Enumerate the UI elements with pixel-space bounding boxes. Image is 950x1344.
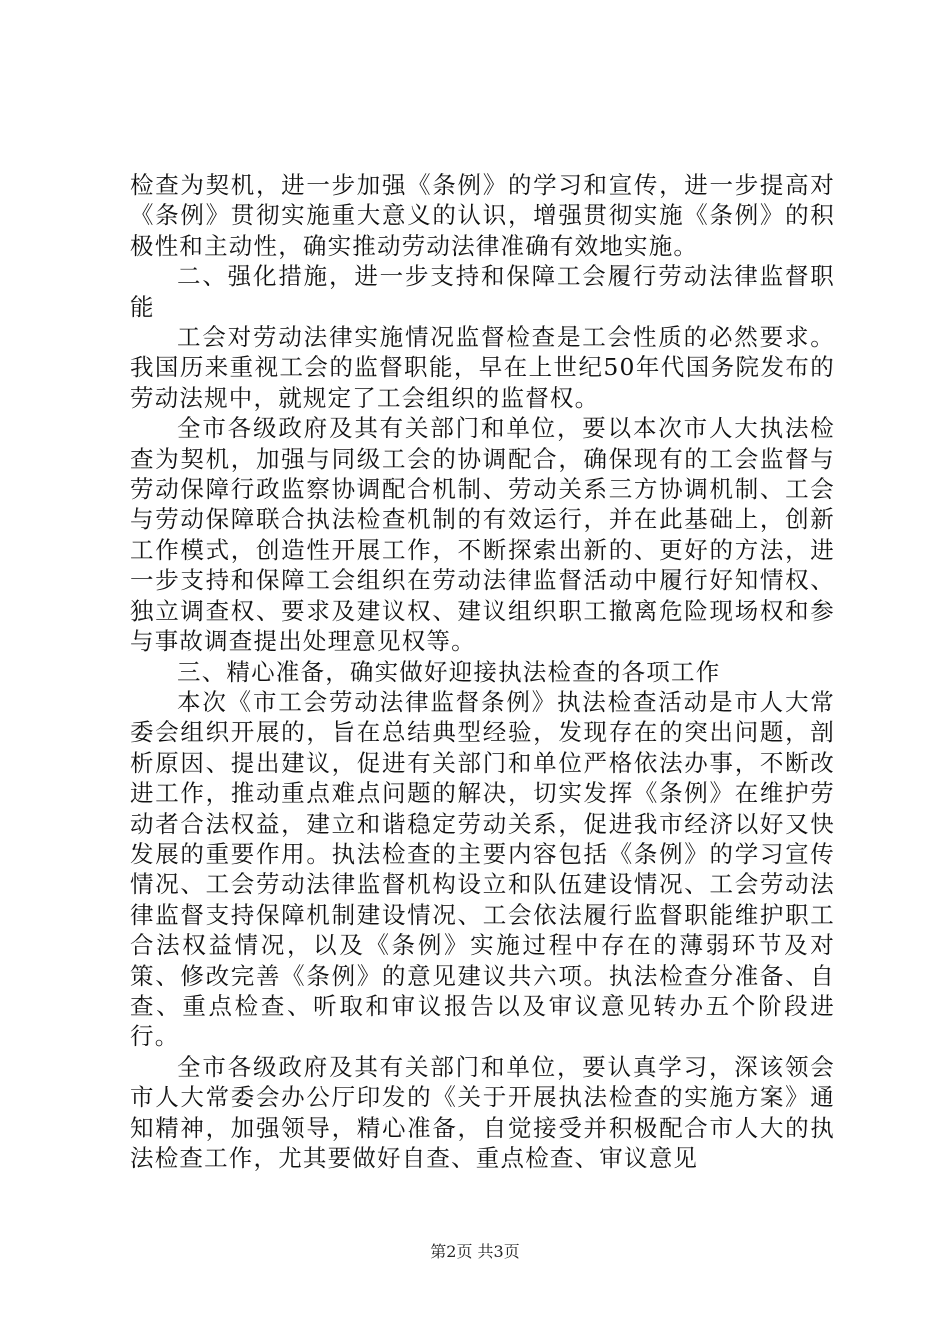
- paragraph-4: 全市各级政府及其有关部门和单位，要以本次市人大执法检查为契机，加强与同级工会的协调配合，确保现有的工会监督与劳动保障行政监察协调配合机制、劳动关系三方协调机制、工会与劳动保障联合执法检查机制的有效运行，并在此基础上，创新工作模式，创造性开展工作，不断探索出新的、更好的方法，进一步支持和保障工会组织在劳动法律监督活动中履行好知情权、独立调查权、要求及建议权、建议组织职工撤离危险现场权和参与事故调查提出处理意见权等。: [130, 414, 835, 656]
- paragraph-7: 全市各级政府及其有关部门和单位，要认真学习，深该领会市人大常委会办公厅印发的《关于开展执法检查的实施方案》通知精神，加强领导，精心准备，自觉接受并积极配合市人大的执法检查工作，尤其要做好自查、重点检查、审议意见: [130, 1052, 835, 1172]
- paragraph-1: 检查为契机，进一步加强《条例》的学习和宣传，进一步提高对《条例》贯彻实施重大意义的认识，增强贯彻实施《条例》的积极性和主动性，确实推动劳动法律准确有效地实施。: [130, 171, 835, 260]
- document-body: [130, 170, 835, 1173]
- page-footer: 第2页 共3页: [430, 1242, 520, 1261]
- section-heading-3: 三、精心准备，确实做好迎接执法检查的各项工作: [177, 657, 721, 686]
- paragraph-6: 本次《市工会劳动法律监督条例》执法检查活动是市人大常委会组织开展的，旨在总结典型经验，发现存在的突出问题，剖析原因、提出建议，促进有关部门和单位严格依法办事，不断改进工作，推动重点难点问题的解决，切实发挥《条例》在维护劳动者合法权益，建立和谐稳定劳动关系，促进我市经济以好又快发展的重要作用。执法检查的主要内容包括《条例》的学习宣传情况、工会劳动法律监督机构设立和队伍建设情况、工会劳动法律监督支持保障机制建设情况、工会依法履行监督职能维护职工合法权益情况，以及《条例》实施过程中存在的薄弱环节及对策、修改完善《条例》的意见建议共六项。执法检查分准备、自查、重点检查、听取和审议报告以及审议意见转办五个阶段进行。: [130, 687, 835, 1051]
- section-heading-2: 二、强化措施，进一步支持和保障工会履行劳动法律监督职能: [130, 262, 835, 321]
- paragraph-3: 工会对劳动法律实施情况监督检查是工会性质的必然要求。我国历来重视工会的监督职能，早在上世纪50年代国务院发布的劳动法规中，就规定了工会组织的监督权。: [130, 323, 835, 412]
